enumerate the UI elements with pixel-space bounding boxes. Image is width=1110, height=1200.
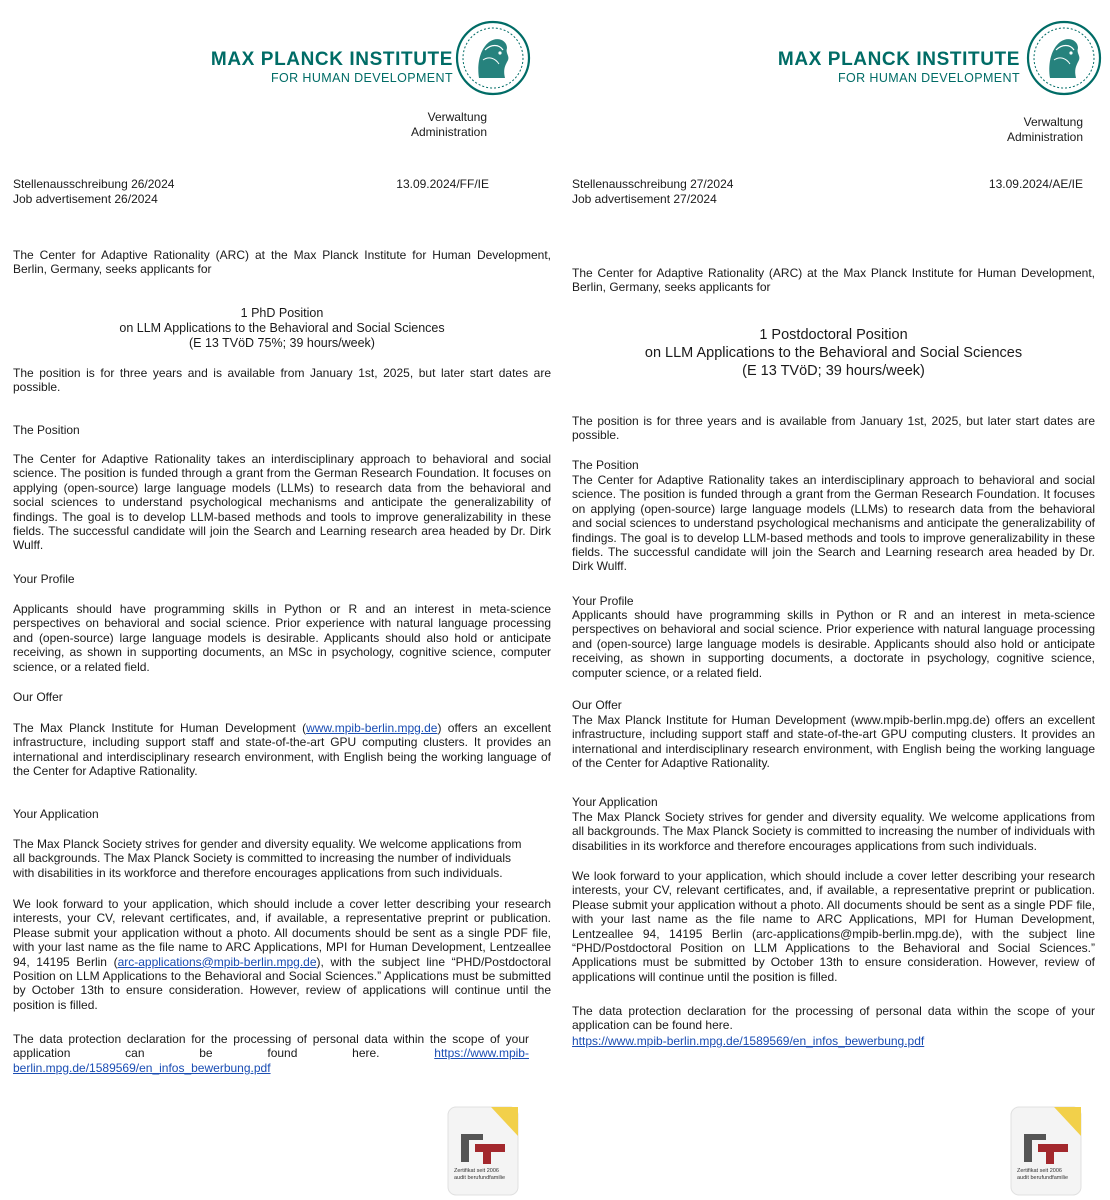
position-text: The Center for Adaptive Rationality takes an interdisciplinary approach to behavioral and social science. The position is funded through a grant from the German Research Foundation. It focuses on applying (open-source) large language models (LLMs) to research data from the behavioral and social sciences to understand psychological mechanisms and anticipate the generalizability of findings. The goal is to develop LLM-based methods and tools to improve generalizability in these fields. The successful candidate will join the Search and Learning research area headed by Dr. Dirk Wulff. <box>13 452 551 553</box>
intro-text: The Center for Adaptive Rationality (ARC) at the Max Planck Institute for Human Development, Berlin, Germany, seeks applicants for <box>572 266 1095 295</box>
position-title <box>572 326 1095 380</box>
admin-en: Administration <box>410 125 487 139</box>
position-line-3: (E 13 TVöD; 39 hours/week) <box>742 363 925 379</box>
ad-number-de: Stellenausschreibung 27/2024 <box>572 177 734 191</box>
minerva-seal-icon <box>455 20 531 96</box>
ad-number-en: Job advertisement 26/2024 <box>13 192 158 206</box>
heading-application: Your Application <box>572 795 658 809</box>
offer-text <box>13 721 551 779</box>
cert-line-2: audit berufundfamilie <box>454 1175 506 1181</box>
ad-number-en: Job advertisement 27/2024 <box>572 192 717 206</box>
ad-date: 13.09.2024/FF/IE <box>396 177 489 191</box>
data-protection-link[interactable]: https://www.mpib-berlin.mpg.de/1589569/en_infos_bewerbung.pdf <box>572 1034 925 1048</box>
heading-position: The Position <box>572 458 639 472</box>
cert-line-1: Zertifikat seit 2006 <box>1017 1168 1062 1174</box>
ad-number-de: Stellenausschreibung 26/2024 <box>13 177 175 191</box>
offer-post: ) offers an excellent infrastructure, including support staff and state-of-the-art GPU computing clusters. It provides an international and interdisciplinary research environment, with English being the working language of the Center for Adaptive Rationality. <box>13 721 551 779</box>
berufundfamilie-certificate-icon <box>447 1106 519 1196</box>
position-line-1: 1 PhD Position <box>240 306 324 320</box>
heading-profile: Your Profile <box>572 594 634 608</box>
diversity-text: The Max Planck Society strives for gender and diversity equality. We welcome applications from all backgrounds. The Max Planck Society is committed to increasing the number of individuals with disabilities in its workforce and therefore encourages applications from such individuals. <box>13 837 522 880</box>
apply-text <box>13 897 551 1012</box>
data-protection-link[interactable]: https://www.mpib-berlin.mpg.de/1589569/en_infos_bewerbung.pdf <box>13 1046 529 1075</box>
heading-offer: Our Offer <box>13 690 63 704</box>
apply-pre: We look forward to your application, which should include a cover letter describing your research interests, your CV, relevant certificates, and, if available, a representative preprint or publication. Please submit your application without a photo. All documents should be sent as a single PDF file, with your last name as the file name to ARC Applications, MPI for Human Development, Lentzeallee 94, 14195 Berlin ( <box>13 897 551 969</box>
cert-caption <box>1017 1168 1068 1182</box>
position-line-2: on LLM Applications to the Behavioral and Social Sciences <box>119 321 445 335</box>
logo-subtitle: FOR HUMAN DEVELOPMENT <box>270 71 453 85</box>
apply-post: ), with the subject line “PHD/Postdoctoral Position on LLM Applications to the Behavioral and Social Sciences.” Applications must be submitted by October 13th to ensure consideration. However, review of applications will continue until the position is filled. <box>13 954 552 1012</box>
right-page <box>560 0 1110 1200</box>
logo-title: MAX PLANCK INSTITUTE <box>210 49 453 70</box>
admin-de: Verwaltung <box>1023 115 1083 129</box>
berufundfamilie-certificate-icon <box>1010 1106 1082 1196</box>
mpib-website-link[interactable]: www.mpib-berlin.mpg.de <box>306 721 438 735</box>
logo-subtitle: FOR HUMAN DEVELOPMENT <box>837 71 1020 85</box>
cert-caption <box>454 1168 505 1182</box>
heading-position: The Position <box>13 423 80 437</box>
dp-text: The data protection declaration for the processing of personal data within the scope of your application can be found here. <box>13 1032 529 1061</box>
diversity-text: The Max Planck Society strives for gender and diversity equality. We welcome applications from all backgrounds. The Max Planck Society is committed to increasing the number of individuals with disabilities in its workforce and therefore encourages applications from such individuals. <box>572 810 1095 853</box>
position-line-3: (E 13 TVöD 75%; 39 hours/week) <box>189 336 375 350</box>
admin-de: Verwaltung <box>427 110 487 124</box>
position-line-2: on LLM Applications to the Behavioral and Social Sciences <box>644 345 1023 361</box>
admin-en: Administration <box>1006 130 1083 144</box>
data-protection-text: The data protection declaration for the processing of personal data within the scope of your application can be found here. <box>572 1004 1095 1033</box>
apply-text: We look forward to your application, which should include a cover letter describing your research interests, your CV, relevant certificates, and, if available, a representative preprint or publication. Please submit your application without a photo. All documents should be sent as a single PDF file, with your last name as the file name to ARC Applications, MPI for Human Development, Lentzeallee 94, 14195 Berlin (arc-applications@mpib-berlin.mpg.de), with the subject line “PHD/Postdoctoral Position on LLM Applications to the Behavioral and Social Sciences.” Applications must be submitted by October 13th to ensure consideration. However, review of applications will continue until the position is filled. <box>572 869 1095 984</box>
position-text: The Center for Adaptive Rationality takes an interdisciplinary approach to behavioral and social science. The position is funded through a grant from the German Research Foundation. It focuses on applying (open-source) large language models (LLMs) to research data from the behavioral and social sciences to understand psychological mechanisms and anticipate the generalizability of findings. The goal is to develop LLM-based methods and tools to improve generalizability in these fields. The successful candidate will join the Search and Learning research area headed by Dr. Dirk Wulff. <box>572 473 1095 574</box>
cert-line-1: Zertifikat seit 2006 <box>454 1168 499 1174</box>
position-line-1: 1 Postdoctoral Position <box>759 327 908 343</box>
ad-number <box>572 177 733 207</box>
position-title <box>13 306 551 351</box>
logo-title: MAX PLANCK INSTITUTE <box>777 49 1020 70</box>
offer-text: The Max Planck Institute for Human Development (www.mpib-berlin.mpg.de) offers an excellent infrastructure, including support staff and state-of-the-art GPU computing clusters. It provides an international and interdisciplinary research environment, with English being the working language of the Center for Adaptive Rationality. <box>572 713 1095 771</box>
ad-date: 13.09.2024/AE/IE <box>988 177 1083 191</box>
cert-line-2: audit berufundfamilie <box>1017 1175 1069 1181</box>
duration-text: The position is for three years and is available from January 1st, 2025, but later start dates are possible. <box>572 414 1095 443</box>
minerva-seal-icon <box>1026 20 1102 96</box>
admin-label <box>411 110 487 140</box>
mpi-logo-text <box>211 49 453 86</box>
intro-text: The Center for Adaptive Rationality (ARC) at the Max Planck Institute for Human Development, Berlin, Germany, seeks applicants for <box>13 248 551 277</box>
ad-number <box>13 177 174 207</box>
data-protection-text <box>13 1032 529 1075</box>
profile-text: Applicants should have programming skills in Python or R and an interest in meta-science perspectives on behavioral and social science. Prior experience with natural language processing and (open-source) large language models is desirable. Applicants should also hold or anticipate receiving, as shown in supporting documents, a doctorate in psychology, cognitive science, computer science, or a related field. <box>572 608 1095 680</box>
duration-text: The position is for three years and is available from January 1st, 2025, but later start dates are possible. <box>13 366 551 395</box>
heading-profile: Your Profile <box>13 572 75 586</box>
mpi-logo-text <box>778 49 1020 86</box>
profile-text: Applicants should have programming skills in Python or R and an interest in meta-science perspectives on behavioral and social science. Prior experience with natural language processing and (open-source) large language models is desirable. Applicants should also hold or anticipate receiving, as shown in supporting documents, an MSc in psychology, cognitive science, computer science, or a related field. <box>13 602 551 674</box>
heading-offer: Our Offer <box>572 698 622 712</box>
heading-application: Your Application <box>13 807 99 821</box>
offer-pre: The Max Planck Institute for Human Development ( <box>13 721 307 735</box>
admin-label <box>1007 115 1083 145</box>
arc-email-link[interactable]: arc-applications@mpib-berlin.mpg.de <box>117 954 317 969</box>
